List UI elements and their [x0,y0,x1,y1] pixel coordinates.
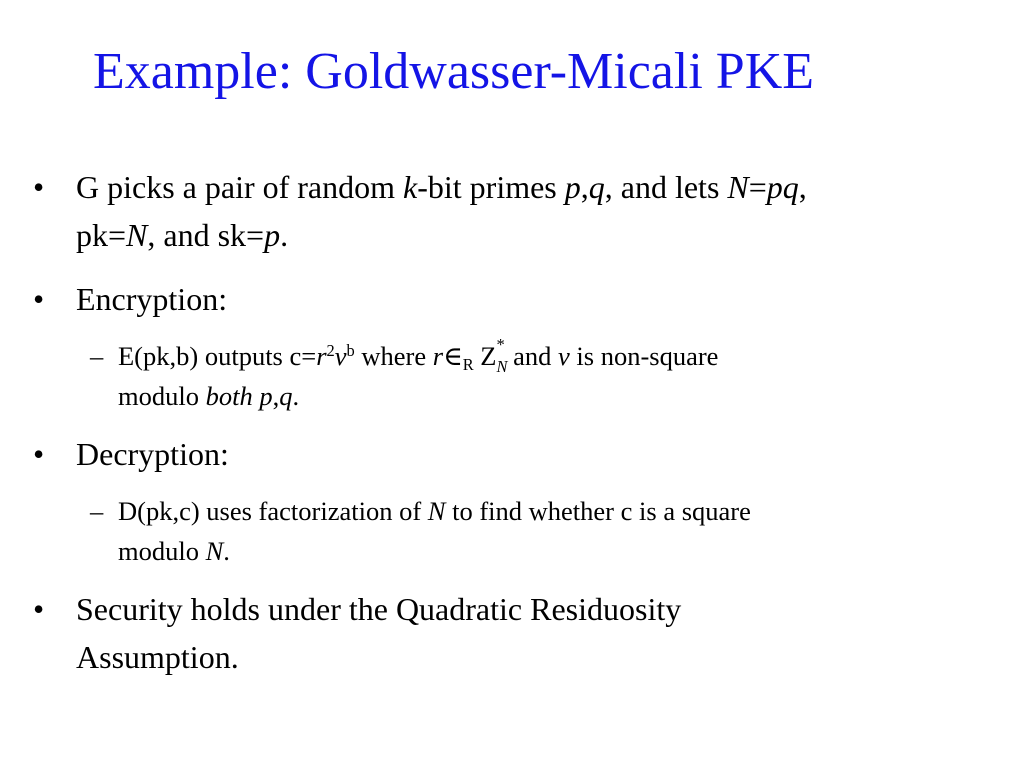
sub-bullet-line [118,376,718,416]
text-run: , and sk= [147,217,265,253]
math-var: pq [766,169,799,205]
math-var: r [316,341,327,371]
text-run: D(pk,c) uses factorization of [118,496,428,526]
sub-bullet-text [118,336,718,416]
text-run: E(pk,b) outputs c= [118,341,317,371]
text-run: , [272,381,280,411]
text-run: to find whether c is a square [445,496,751,526]
sub-bullet-encryption [90,336,990,416]
text-run: modulo [118,536,206,566]
sub-bullet-line [118,491,751,531]
bullet-marker: • [33,436,45,472]
bullet-label: Encryption: [76,281,228,317]
text-run: , and lets [604,169,728,205]
sub-bullet-marker: – [90,496,104,526]
math-var: N [126,217,148,253]
text-run: . [223,536,230,566]
bullet-text [76,585,681,681]
math-var: r [432,341,444,371]
text-run: . [280,217,289,253]
bullet-marker: • [33,281,45,317]
math-var: N [427,496,446,526]
bullet-line: Security holds under the Quadratic Residuosity [76,591,682,627]
bullet-label: Decryption: [76,436,229,472]
bullet-line [76,211,807,259]
exponent: b [346,340,355,360]
exponent: 2 [326,340,335,360]
math-var: p [264,217,281,253]
text-run: is non-square [569,341,719,371]
math-var: q [588,169,605,205]
text-run: . [292,381,300,411]
math-var: p [564,169,581,205]
text-run: , [798,169,807,205]
text-run: where [354,341,433,371]
bullet-marker: • [33,591,45,627]
bullet-security [33,585,933,685]
bullet-line [76,163,807,211]
slide-title: Example: Goldwasser-Micali PKE [93,43,815,100]
bullet-key-generation [33,163,1013,263]
math-var: k [403,169,418,205]
bullet-text [76,163,807,259]
sub-bullet-marker: – [90,341,104,371]
emphasis: both [205,381,253,411]
bullet-marker: • [33,169,45,205]
subscript: R [462,354,474,374]
math-var: q [279,381,293,411]
sub-bullet-line [118,336,718,376]
bullet-line: Assumption. [76,639,239,675]
text-run: G picks a pair of random [76,169,404,205]
subscript: N [496,356,508,376]
superscript: * [496,334,505,354]
text-run: and [506,341,558,371]
group-sup-sub [496,334,508,376]
bullet-decryption [33,430,933,480]
bullet-encryption [33,275,933,325]
text-run: -bit primes [417,169,565,205]
text-run: Z [473,341,497,371]
text-run: , [580,169,589,205]
sub-bullet-decryption [90,491,990,571]
text-run: = [748,169,767,205]
text-run: pk= [76,217,127,253]
math-var: v [558,341,570,371]
math-var: N [205,536,224,566]
math-var: p [259,381,273,411]
sub-bullet-text [118,491,751,571]
math-var: v [334,341,347,371]
sub-bullet-line [118,531,751,571]
text-run: modulo [118,381,206,411]
math-var: N [727,169,749,205]
element-of-symbol: ∈ [443,341,463,371]
